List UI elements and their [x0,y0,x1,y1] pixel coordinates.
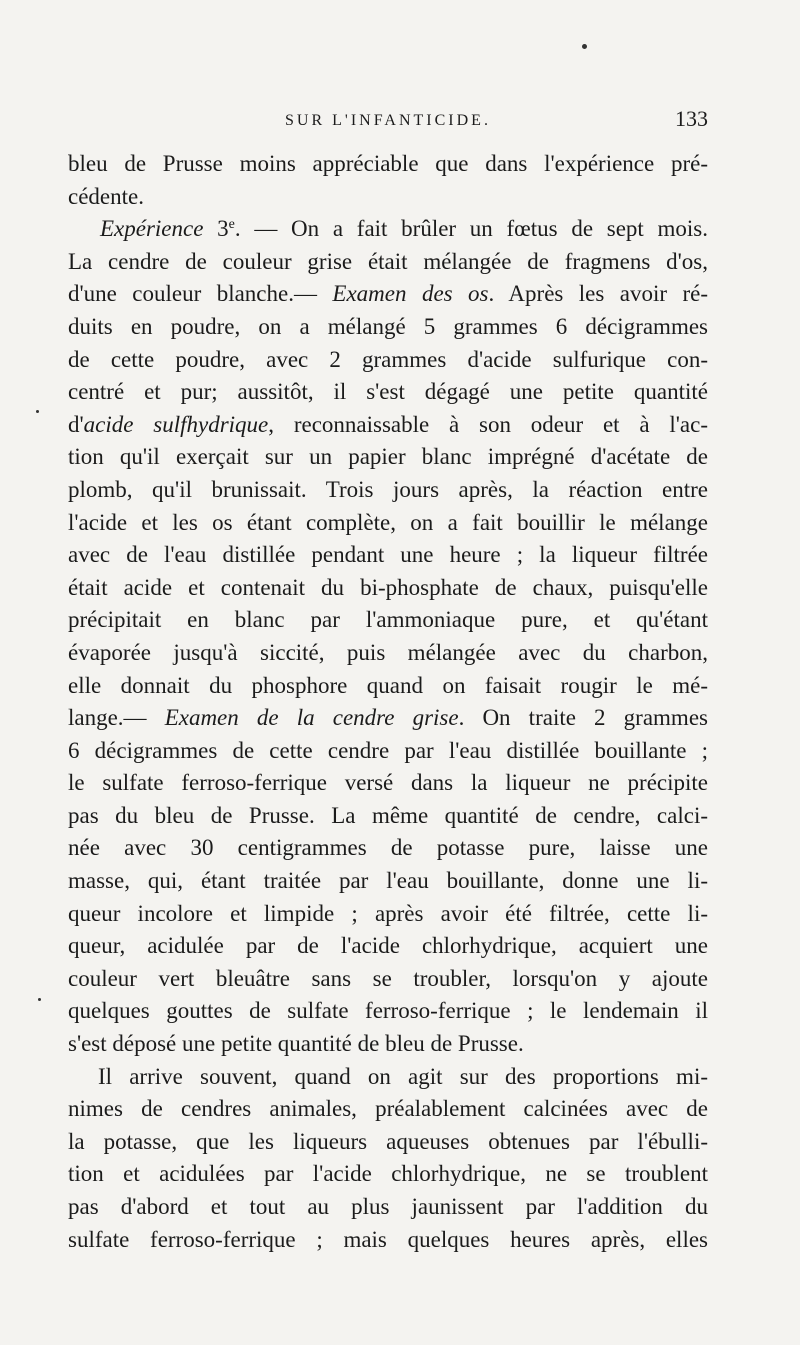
text-line [68,344,708,377]
text-span: . — On a fait brûler un fœtus de sept mois. [234,216,709,242]
text-span: sulfate ferroso-ferrique ; mais quelques heures après, elles [68,1226,708,1252]
text-span: la potasse, que les liqueurs aqueuses obtenues par l'ébulli- [68,1128,708,1154]
text-span: elle donnait du phosphore quand on faisait rougir le mé- [68,672,708,698]
text-span: née avec 30 centigrammes de potasse pure, laisse une [68,835,708,861]
italic-text: Expérience [100,216,204,242]
superscript: e [228,217,235,233]
text-line [68,1028,708,1061]
text-line [68,213,708,246]
text-span: cédente. [68,183,144,209]
text-line [68,832,708,865]
text-span: , reconnaissable à son odeur et à l'ac- [268,411,709,437]
text-line [68,865,708,898]
text-span: masse, qui, étant traitée par l'eau bouillante, donne une li- [68,868,708,894]
print-speck [582,44,587,49]
text-span: lange.— [68,705,165,731]
text-line [68,376,708,409]
text-line [68,311,708,344]
text-line [68,637,708,670]
text-span: duits en poudre, on a mélangé 5 grammes 6 décigrammes [68,313,708,339]
text-line [68,995,708,1028]
text-span: . On traite 2 grammes [458,705,708,731]
page-header [68,106,708,136]
text-span: nimes de cendres animales, préalablement calcinées avec de [68,1096,708,1122]
text-line [68,1093,708,1126]
text-span: de cette poudre, avec 2 grammes d'acide sulfurique con- [68,346,708,372]
text-line [68,963,708,996]
text-line [68,572,708,605]
text-line [68,735,708,768]
text-line [68,604,708,637]
text-span: d' [68,411,84,437]
text-span: tion qu'il exerçait sur un papier blanc imprégné d'acétate de [68,444,708,470]
text-span: couleur vert bleuâtre sans se troubler, lorsqu'on y ajoute [68,965,708,991]
text-span: précipitait en blanc par l'ammoniaque pure, et qu'étant [68,607,708,633]
text-span: La cendre de couleur grise était mélangée de fragmens d'os, [68,248,708,274]
text-span: avec de l'eau distillée pendant une heure ; la liqueur filtrée [68,542,708,568]
text-span: 3 [203,216,229,242]
text-span: le sulfate ferroso-ferrique versé dans la liqueur ne précipite [68,770,708,796]
text-line [68,148,708,181]
text-line [68,898,708,931]
text-line [68,1126,708,1159]
text-line [68,409,708,442]
text-line [68,800,708,833]
print-speck [36,410,39,413]
text-span: 6 décigrammes de cette cendre par l'eau distillée bouillante ; [68,737,708,763]
italic-text: Examen de la cendre grise [164,705,459,731]
italic-text: acide sulfhydrique [83,411,269,437]
text-line [68,930,708,963]
text-span: évaporée jusqu'à siccité, puis mélangée avec du charbon, [68,639,708,665]
text-line [68,1224,708,1257]
text-span: d'une couleur blanche.— [68,281,333,307]
text-span: centré et pur; aussitôt, il s'est dégagé une petite quantité [68,379,708,405]
text-line [68,670,708,703]
text-span: était acide et contenait du bi-phosphate de chaux, puisqu'elle [68,574,708,600]
running-head: SUR L'INFANTICIDE. [285,112,491,129]
text-line [68,278,708,311]
print-speck [38,998,41,1001]
text-line [68,507,708,540]
text-span: Il arrive souvent, quand on agit sur des proportions mi- [98,1063,708,1089]
text-line [68,1158,708,1191]
text-span: pas d'abord et tout au plus jaunissent par l'addition du [68,1194,708,1219]
text-span: queur incolore et limpide ; après avoir été filtrée, cette li- [68,900,708,926]
text-span: l'acide et les os étant complète, on a fait bouillir le mélange [68,509,708,535]
text-span: plomb, qu'il brunissait. Trois jours après, la réaction entre [68,476,708,502]
text-line [68,246,708,279]
text-span: s'est déposé une petite quantité de bleu de Prusse. [68,1031,524,1057]
text-line [68,474,708,507]
text-span: . Après les avoir ré- [488,281,709,307]
text-line [68,441,708,474]
text-line [68,702,708,735]
text-span: pas du bleu de Prusse. La même quantité de cendre, calci- [68,802,708,828]
text-span: quelques gouttes de sulfate ferroso-ferrique ; le lendemain il [68,998,708,1024]
text-line [68,539,708,572]
page-number: 133 [675,106,708,131]
text-line [68,181,708,214]
text-line [68,1061,708,1094]
italic-text: Examen des os [332,281,489,307]
text-span: queur, acidulée par de l'acide chlorhydrique, acquiert une [68,933,708,959]
body-text [68,148,708,1256]
text-line [68,1191,708,1224]
text-span: tion et acidulées par l'acide chlorhydrique, ne se troublent [68,1161,708,1187]
text-span: bleu de Prusse moins appréciable que dans l'expérience pré- [68,151,708,176]
text-line [68,767,708,800]
